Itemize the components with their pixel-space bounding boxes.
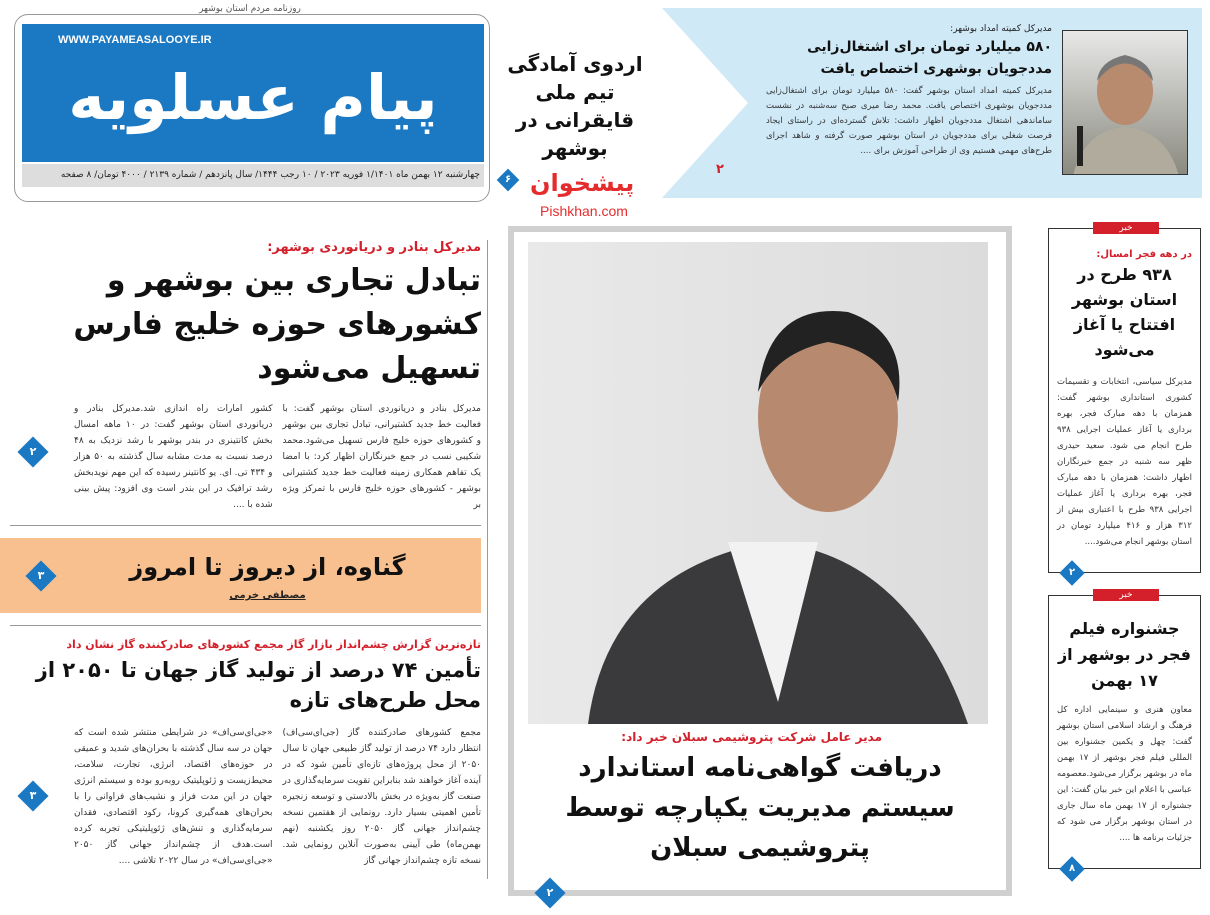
right-news-1-body: مدیرکل سیاسی، انتخابات و تقسیمات کشوری استانداری بوشهر گفت: همزمان با دهه مبارک فجر، بهره برداری یا آغاز عملیات اجرایی ۹۳۸ طرح انجام می شود. سعید حیدری ظهر سه شنبه در جمع خبرنگاران اظهار داشت: همزمان با دهه مبارک فجر، بهره برداری یا آغاز عملیات اجرایی ۹۳۸ طرح با اعتباری بیش از ۳۱۲ هزار و ۴۱۶ میلیارد تومان در استان بوشهر انجام می‌شود.... [1057,377,1192,547]
orange-box[interactable] [0,538,481,613]
right-column [1048,223,1201,874]
page-badge: ۲ [17,436,48,467]
left-lead-headline[interactable]: تبادل تجاری بین بوشهر و کشورهای حوزه خلیج فارس تسهیل می‌شود [73,263,481,386]
date-line: چهارشنبه ۱۲ بهمن ماه ۱/۱۴۰۱ فوریه ۲۰۲۳ / ۱۰ رجب ۱۴۴۴/ سال پانزدهم / شماره ۲۱۳۹ / ۴۰۰۰ تومان/ ۸ صفحه [22,164,484,187]
top-right-body: مدیرکل کمیته امداد استان بوشهر گفت: ۵۸۰ میلیارد تومان برای اشتغال‌زایی مددجویان بوشهری اختصاص یافت. محمد رضا میری صبح سه‌شنبه در نشست ساماندهی اشتغال مددجویان اظهار داشت: تلاش گسترده‌ای در راستای ایجاد فرصت شغلی برای مددجویان در استان بوشهر صورت گرفته و شاهد اجرای طرح‌های مهمی هستیم وی از طراحی آموزش برای .... [766,86,1052,156]
masthead-tagline: روزنامه مردم استان بوشهر [170,4,330,14]
top-right-headline[interactable]: ۵۸۰ میلیارد تومان برای اشتغال‌زایی مددجویان بوشهری اختصاص یافت [807,39,1052,77]
top-right-text [766,24,1052,159]
left-lead-body-col2: کشور امارات راه اندازی شد.مدیرکل بنادر و دریانوردی استان بوشهر گفت: در ۱۰ ماهه امسال بخش کانتینری در بندر بوشهر با رشد نزدیک به ۴۸ درصد نسبت به مدت مشابه سال گذشته به ۵۰ هزار و ۴۳۴ تی. ای. یو کانتینر رسیده که این مهم نویدبخش رشد ترافیک در این بندر است وی افزود: پیش بینی شده با .... [74,404,273,510]
right-news-2-body: معاون هنری و سینمایی اداره کل فرهنگ و ارشاد اسلامی استان بوشهر گفت: چهل و یکمین جشنواره بین المللی فیلم فجر بوشهر از ۱۷ بهمن ماه در بوشهر برگزار می‌شود.معصومه عباسی با اعلام این خبر بیان گفت: این جشنواره از ۱۷ بهمن ماه سال جاری در استان بوشهر برگزار می شود که جزئیات برنامه ها .... [1057,705,1192,843]
masthead-logo [22,24,484,162]
watermark-brand: پیشخوان [530,169,635,197]
left-column [0,240,488,879]
orange-box-text [62,550,473,601]
divider [10,525,481,526]
page-badge: ۳ [17,780,48,811]
right-news-2-headline: جشنواره فیلم فجر در بوشهر از ۱۷ بهمن [1057,619,1192,690]
masthead-url: WWW.PAYAMEASALOOYE.IR [58,34,212,46]
right-news-1-kicker: در دهه فجر امسال: [1096,249,1192,260]
page-badge: ۲ [534,877,565,908]
left-gas-kicker: تازه‌ترین گزارش چشم‌انداز بازار گاز مجمع کشورهای صادرکننده گاز نشان داد [66,638,481,651]
center-photo [528,242,988,724]
news-tag: خبر [1093,589,1159,601]
page-badge: ۲ [1059,560,1084,585]
page-badge: ۶ [497,169,520,192]
page-badge: ۸ [1059,856,1084,881]
right-news-1-headline: ۹۳۸ طرح در استان بوشهر افتتاح یا آغاز می‌شود [1071,265,1178,359]
top-right-box [658,8,1202,198]
news-tag: خبر [1093,222,1159,234]
top-right-photo [1062,30,1188,175]
left-gas-headline[interactable]: تأمین ۷۴ درصد از تولید گاز جهان تا ۲۰۵۰ از محل طرح‌های تازه [35,658,481,712]
page-badge: ۳ [25,560,56,591]
right-news-2[interactable] [1048,590,1201,874]
chevron-shape [658,8,748,198]
top-right-kicker: مدیرکل کمیته امداد بوشهر: [950,24,1052,34]
center-frame [508,226,1012,899]
watermark-site: Pishkhan.com [540,203,628,219]
center-kicker: مدیر عامل شرکت پتروشیمی سبلان خبر داد: [621,730,882,744]
logo-text: پیام عسلویه [68,61,438,134]
left-lead-kicker: مدیرکل بنادر و دریانوردی بوشهر: [267,240,481,255]
divider [10,625,481,626]
left-gas-body-col1: مجمع کشورهای صادرکننده گاز (جی‌ای‌سی‌اف) انتظار دارد ۷۴ درصد از تولید گاز طبیعی جهان تا سال ۲۰۵۰ از محل پروژه‌های تازه‌ای تأمین شود که در آینده آغاز خواهند شد بنابراین تقویت سرمایه‌گذاری در صنعت گاز به‌ویژه در بخش بالادستی و توسعه زنجیره تأمین اهمیتی بسیار دارد. رونمایی از هفتمین نسخه چشم‌انداز جهانی گاز ۲۰۵۰ روز یکشنبه (نهم بهمن‌ماه) طی آیینی به‌صورت آنلاین رونمایی شد. نسخه تازه چشم‌انداز جهانی گاز [282,728,482,866]
top-right-page: ۲ [716,162,724,177]
center-headline[interactable]: دریافت گواهی‌نامه استاندارد سیستم مدیریت یکپارچه توسط پتروشیمی سبلان [565,753,955,863]
top-middle-headline[interactable]: اردوی آمادگی تیم ملی قایقرانی در بوشهر [507,52,643,160]
orange-box-headline: گناوه، از دیروز تا امروز [129,553,406,581]
left-lead-body-col1: مدیرکل بنادر و دریانوردی استان بوشهر گفت: با فعالیت خط جدید کشتیرانی، تبادل تجاری بین بوشهر و کشورهای حوزه خلیج فارس تسهیل می‌شود.محمد شکیبی نسب در جمع خبرنگاران اظهار کرد: با امضا یک تفاهم همکاری زمینه فعالیت خط جدید کشتیرانی بوشهر - کشورهای حوزه خلیج فارس با تمرکز ویژه بر [282,404,481,510]
right-news-1[interactable] [1048,223,1201,578]
orange-box-author: مصطفی خرمی [229,590,306,601]
left-gas-body-col2: «جی‌ای‌سی‌اف» در شرایطی منتشر شده است که جهان در سه سال گذشته با بحران‌های شدید و عمیقی در حوزه‌های اقتصاد، انرژی، تجارت، سلامت، محیط‌زیست و ژئوپلیتیک روبه‌رو بوده و سیستم انرژی جهان در این مدت فراز و نشیب‌های فراوانی را با بحران‌های همه‌گیری کرونا، رکود اقتصادی، فقدان سرمایه‌گذاری و تنش‌های ژئوپلیتیکی تجربه کرده است.هدف از چشم‌انداز جهانی گاز ۲۰۵۰ «جی‌ای‌سی‌اف» در سال ۲۰۲۲ تلاشی .... [74,728,273,866]
